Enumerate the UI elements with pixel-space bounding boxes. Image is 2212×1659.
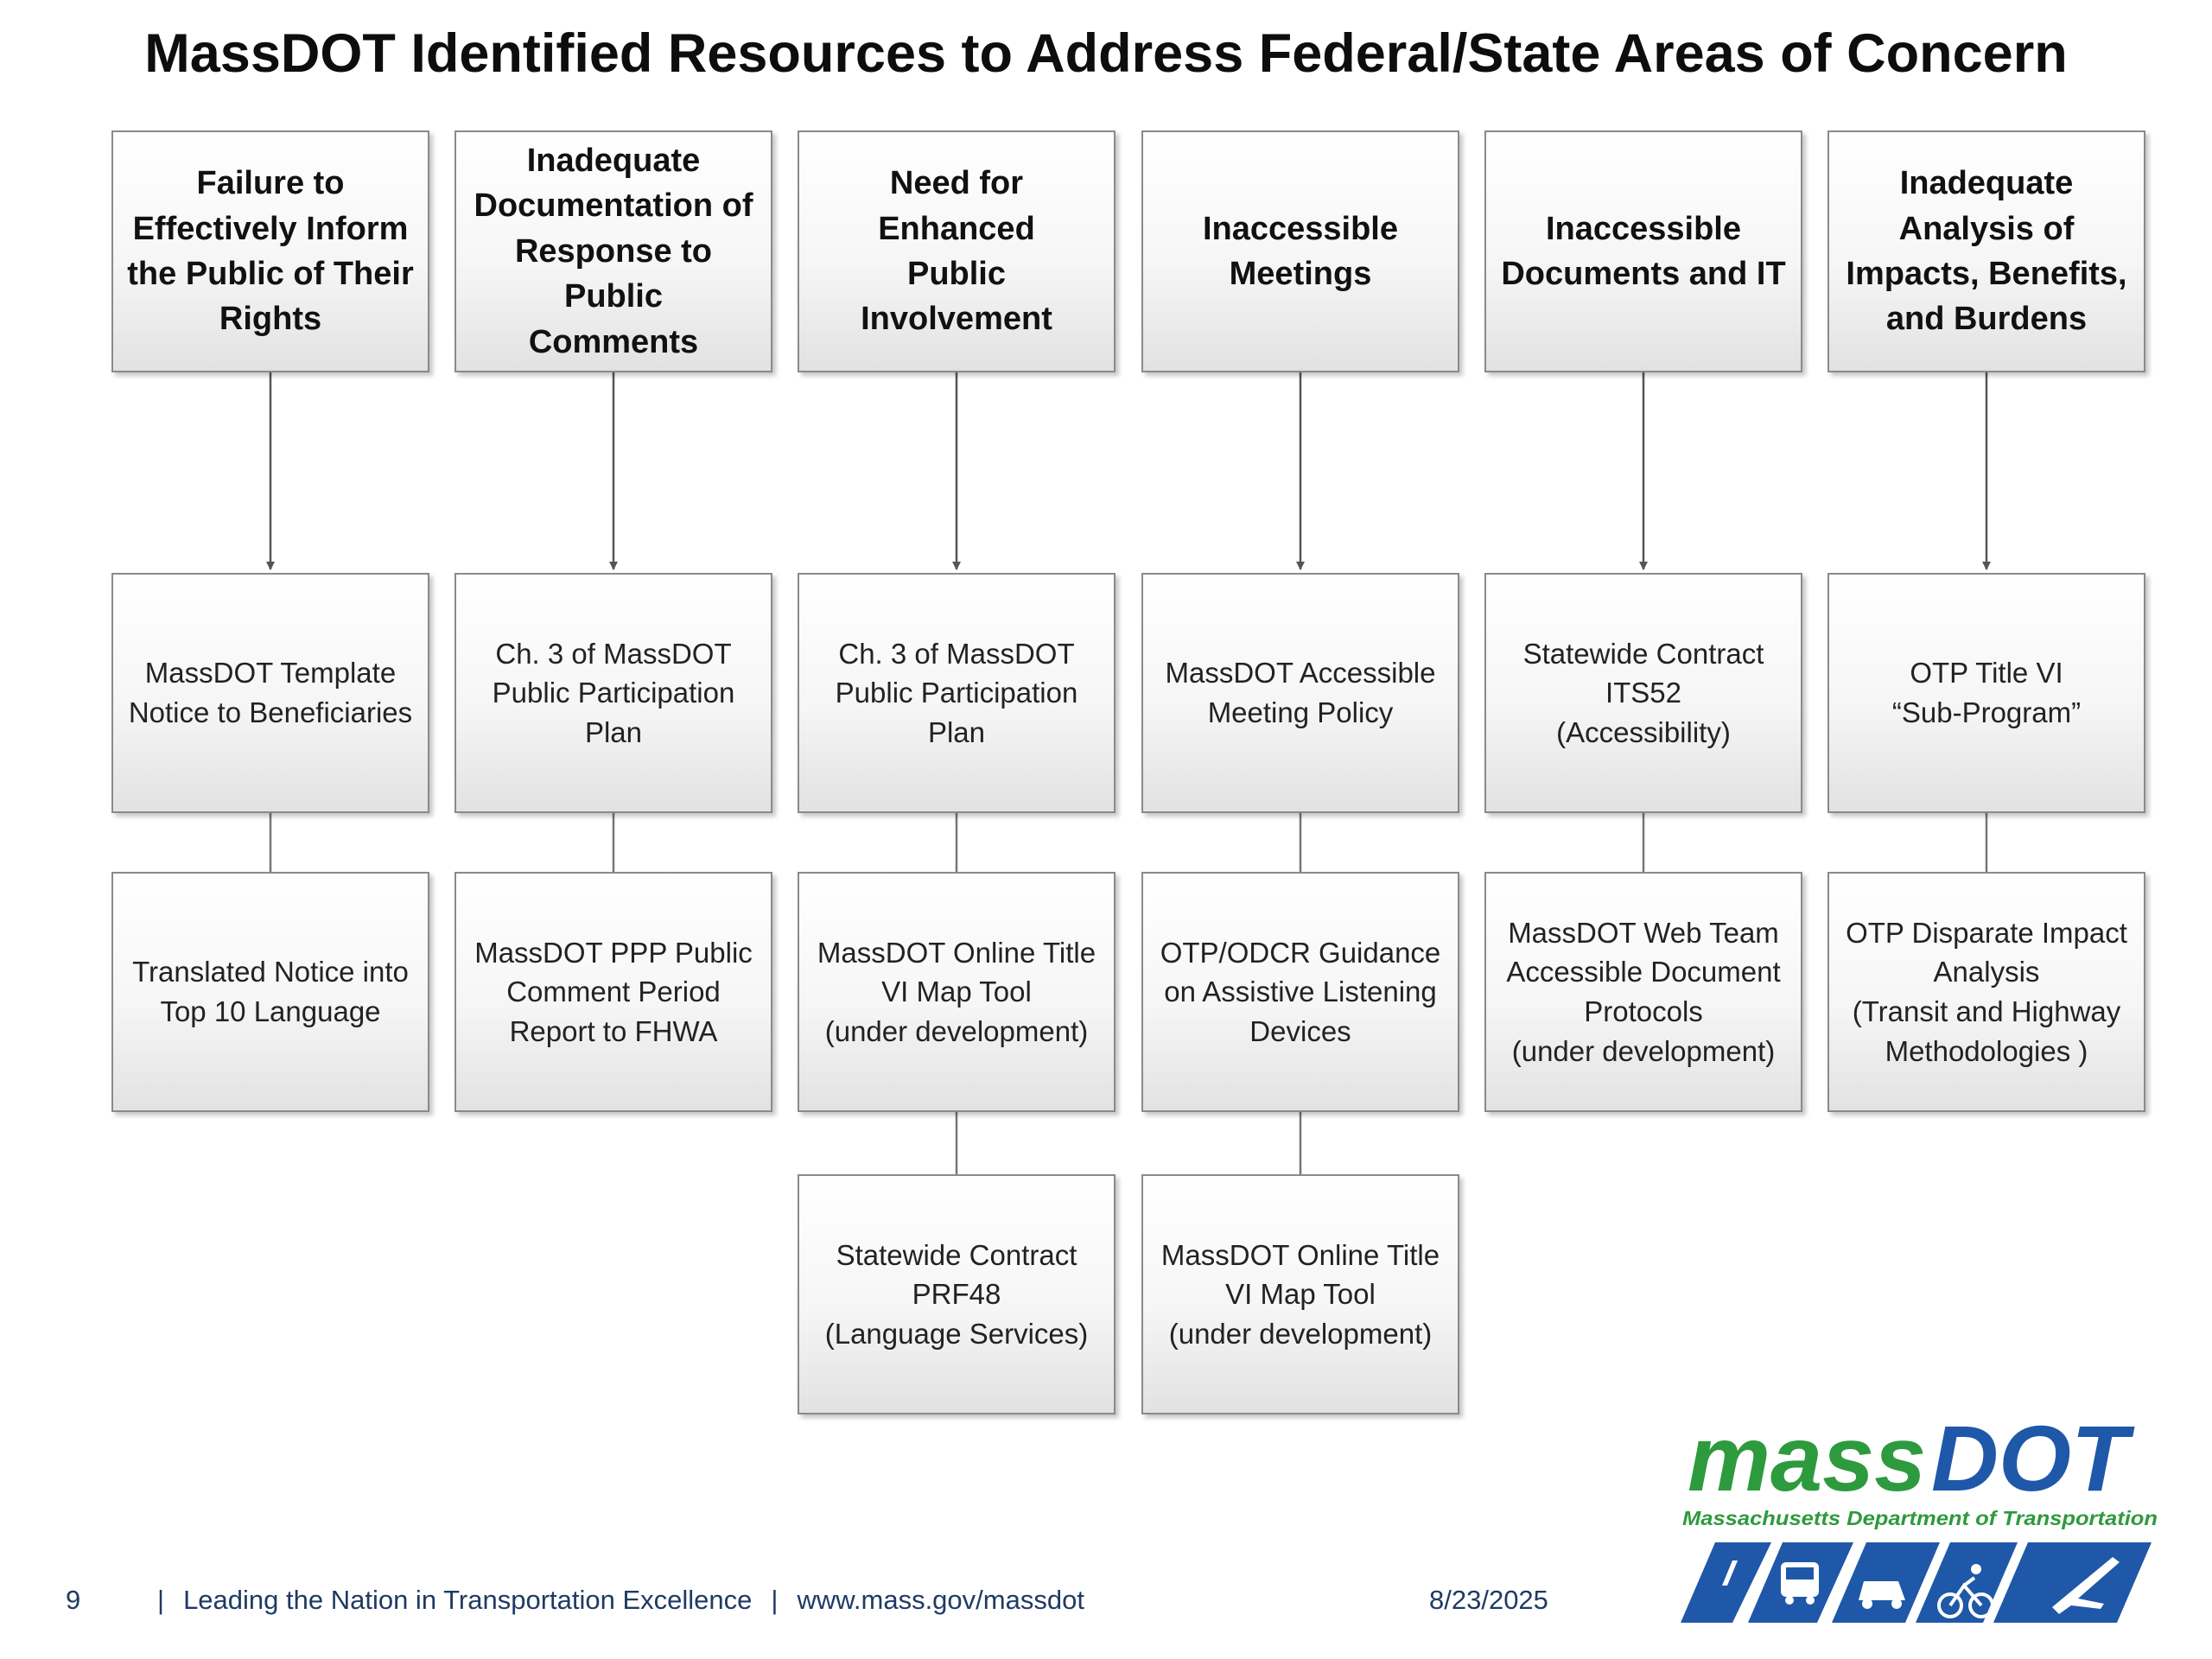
resource-box [1484,573,1802,813]
resource-box [1141,872,1459,1112]
concern-box-documentation [454,130,772,372]
resource-label: Statewide Contract ITS52 (Accessibility) [1522,637,1764,748]
footer-separator: | [771,1585,779,1615]
resource-label: MassDOT PPP Public Comment Period Report to FHWA [474,936,753,1047]
resource-box [1141,573,1459,813]
resource-label: Statewide Contract PRF48 (Language Services) [824,1238,1089,1350]
page-number: 9 [66,1585,81,1615]
resource-label: Ch. 3 of MassDOT Public Participation Plan [492,637,735,748]
footer-date: 8/23/2025 [1429,1585,1548,1615]
logo-wordmark-mass: mass [1688,1408,1927,1510]
resource-box [798,1174,1116,1414]
concern-box-inaccessible-meetings [1141,130,1459,372]
logo-wordmark-dot: DOT [1931,1408,2128,1510]
concern-label: Failure to Effectively Inform the Public of Their Rights [127,165,414,338]
resource-box [111,573,429,813]
concern-label: Inadequate Analysis of Impacts, Benefits, and Burdens [1846,165,2127,338]
page-title: MassDOT Identified Resources to Address Federal/State Areas of Concern [144,23,2068,84]
logo-subtitle: Massachusetts Department of Transportation [1682,1507,2158,1529]
concern-box-inaccessible-documents [1484,130,1802,372]
resource-label: OTP Disparate Impact Analysis (Transit and Highway Methodologies ) [1846,916,2127,1067]
resource-label: Ch. 3 of MassDOT Public Participation Plan [835,637,1078,748]
resource-box [1141,1174,1459,1414]
resource-box [798,573,1116,813]
resource-box [454,573,772,813]
footer-text [157,1585,1084,1616]
footer-url[interactable]: www.mass.gov/massdot [797,1585,1084,1615]
resource-box [1827,872,2145,1112]
resource-label: OTP Title VI “Sub-Program” [1891,657,2082,728]
resource-label: MassDOT Online Title VI Map Tool (under development) [817,936,1096,1047]
concern-label: Inaccessible Documents and IT [1501,210,1786,292]
concern-box-inform-public [111,130,429,372]
resource-label: Translated Notice into Top 10 Language [132,956,409,1027]
resource-box [1484,872,1802,1112]
concern-label: Inadequate Documentation of Response to Public Comments [474,142,753,360]
airplane-icon [1993,1542,2152,1623]
concern-label: Inaccessible Meetings [1202,210,1399,292]
resource-label: MassDOT Accessible Meeting Policy [1165,657,1436,728]
concern-box-public-involvement [798,130,1116,372]
resource-label: OTP/ODCR Guidance on Assistive Listening Devices [1160,936,1441,1047]
concern-label: Need for Enhanced Public Involvement [861,165,1052,338]
footer-tagline: Leading the Nation in Transportation Excellence [183,1585,753,1615]
massdot-logo [1646,1408,2182,1642]
concern-box-impact-analysis [1827,130,2145,372]
footer-separator: | [157,1585,165,1615]
resource-box [454,872,772,1112]
resource-label: MassDOT Web Team Accessible Document Protocols (under development) [1506,916,1781,1067]
resource-box [1827,573,2145,813]
resource-label: MassDOT Online Title VI Map Tool (under development) [1160,1238,1440,1350]
resource-box [798,872,1116,1112]
resource-box [111,872,429,1112]
resource-label: MassDOT Template Notice to Beneficiaries [128,657,413,728]
